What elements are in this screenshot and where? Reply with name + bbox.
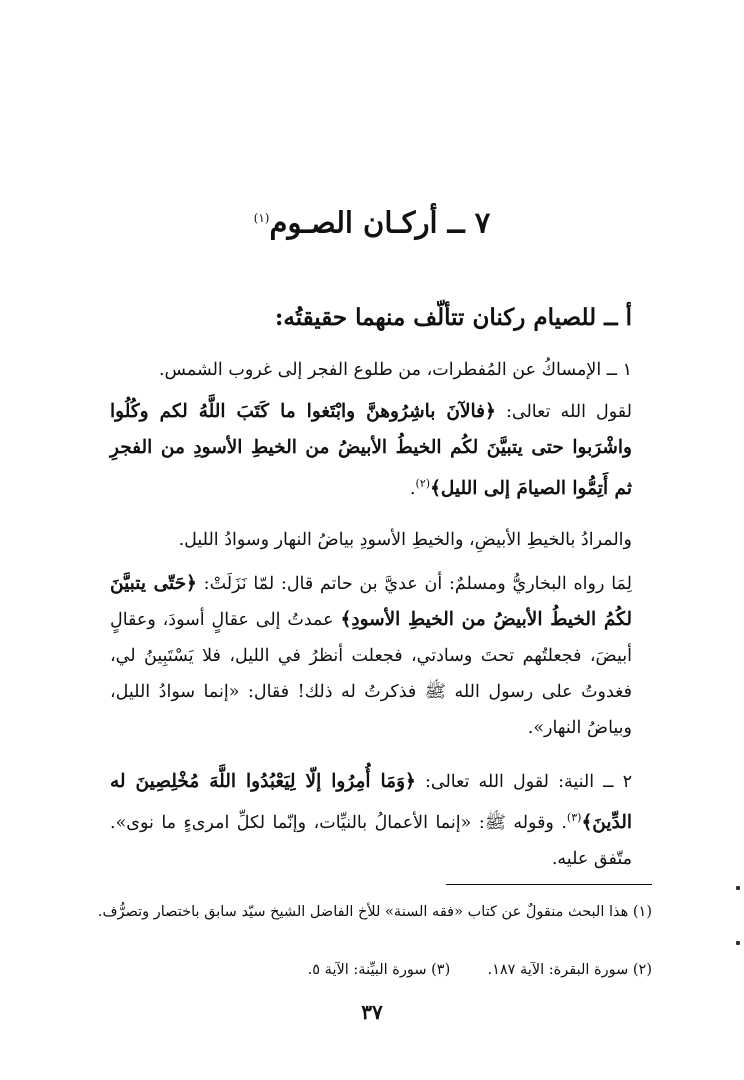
section-heading: أ ــ للصيام ركنان تتألّف منهما حقيقتُه: (274, 304, 632, 331)
quran-quote-baqarah: ﴿فالآنَ باشِرُوهنَّ وابْتَغوا ما كَتَبَ اللَّهُ لكم وكُلُوا واشْرَبوا حتى يتبيَّنَ لكُم الخيطُ الأبيضُ من الخيطِ الأسودِ من الفجرِ ثم أَتِمُّوا الصيامَ إلى الليل﴾ (110, 401, 632, 499)
footnote-ref-2: (٢) (415, 477, 431, 490)
edge-mark-bottom (736, 941, 740, 945)
edge-mark-top (736, 886, 740, 890)
page-number: ٣٧ (361, 1000, 383, 1024)
paragraph-5-hadith: . وقوله ﷺ: «إنما الأعمالُ بالنيِّات، وإنّما لكلِّ امرىءٍ ما نوى». متّفق عليه. (110, 812, 632, 869)
paragraph-2 (110, 394, 632, 507)
chapter-title (0, 198, 744, 243)
footnote-1: (١) هذا البحث منقولٌ عن كتاب «فقه السنة» للأخ الفاضل الشيخ سيّد سابق باختصار وتصرُّف. (97, 904, 652, 920)
footnote-ref-3: (٣) (566, 811, 582, 824)
paragraph-4 (110, 566, 632, 746)
chapter-title-text: ٧ ــ أركـان الصـوم (269, 205, 491, 240)
paragraph-5-intro: ٢ ــ النية: لقول الله تعالى: (415, 772, 632, 792)
quran-quote-thread: ﴿حَتّى يتبيَّنَ لكُمُ الخيطُ الأبيضُ من الخيطِ الأسودِ﴾ (110, 573, 632, 630)
paragraph-3: والمرادُ بالخيطِ الأبيضِ، والخيطِ الأسودِ بياضُ النهار وسوادُ الليل. (178, 530, 632, 550)
quran-quote-bayyinah: ﴿وَمَا أُمِرُوا إلّا لِيَعْبُدُوا اللَّهَ مُخْلِصِينَ له الدِّينَ﴾ (110, 771, 632, 833)
paragraph-2-end: . (409, 478, 416, 499)
footnote-3: (٣) سورة البيِّنة: الآية ٥. (307, 962, 451, 978)
paragraph-2-intro: لقول الله تعالى: (495, 402, 632, 422)
paragraph-4-hadith: عمدتُ إلى عقالٍ أسودَ، وعقالٍ أبيضَ، فجعلتُهم تحتَ وسادتي، فجعلت أنظرُ في الليل، فلا يَسْتَبِينُ لي، فغدوتُ على رسول الله ﷺ فذكرتُ له ذلك! فقال: «إنما سوادُ الليل، وبياضُ النهار». (110, 610, 632, 738)
chapter-footnote-ref: (١) (253, 211, 270, 225)
footnotes-2-3 (92, 958, 652, 982)
paragraph-1: ١ ــ الإمساكُ عن المُفطرات، من طلوع الفجر إلى غروب الشمس. (158, 360, 632, 380)
footnote-2: (٢) سورة البقرة: الآية ١٨٧. (487, 962, 652, 978)
footnote-divider (446, 884, 652, 885)
paragraph-5 (110, 764, 632, 877)
paragraph-4-intro: لِمَا رواه البخاريُّ ومسلمٌ: أن عديَّ بن حاتم قال: لمّا نَزَلَتْ: (196, 574, 632, 594)
